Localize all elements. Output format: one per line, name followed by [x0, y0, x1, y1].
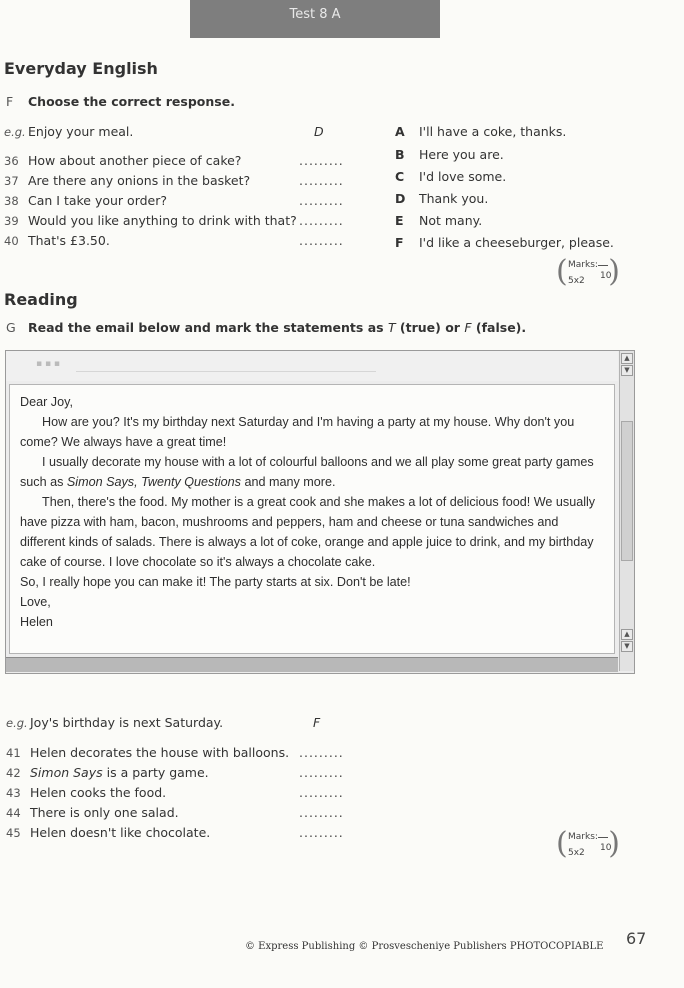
marks-score-blank[interactable] — [598, 837, 608, 838]
response-text: I'd love some. — [419, 169, 507, 184]
answer-blank[interactable]: ......... — [299, 173, 344, 188]
example-row — [4, 124, 133, 139]
email-scrollbar[interactable] — [619, 351, 634, 671]
email-text: and many more. — [240, 475, 336, 489]
marks-label: Marks: — [568, 832, 598, 842]
test-title: Test 8 A — [289, 7, 341, 22]
page-number: 67 — [626, 929, 647, 948]
email-toolbar — [6, 351, 618, 381]
statement-game-name: Simon Says — [30, 765, 103, 780]
question-num: 38 — [4, 194, 19, 208]
photocopiable-label: PHOTOCOPIABLE — [509, 941, 604, 952]
response-option — [395, 235, 614, 250]
question-row — [4, 233, 110, 248]
example-row — [6, 715, 223, 730]
question-row — [4, 173, 250, 188]
email-game-names: Simon Says, Twenty Questions — [66, 475, 241, 489]
email-closing: Love, — [20, 595, 51, 609]
bracket-right: ) — [608, 254, 620, 289]
scroll-up-icon[interactable]: ▲ — [621, 629, 633, 640]
marks-label: Marks: — [568, 260, 598, 270]
task-letter: F — [6, 94, 14, 109]
instruction-text: Read the email below and mark the statements as — [28, 320, 388, 335]
email-text: I usually decorate my house with a lot of colourful balloons and we all play some great party games such as — [20, 455, 594, 489]
answer-blank[interactable]: ......... — [299, 805, 344, 820]
scroll-up-icon[interactable]: ▲ — [621, 353, 633, 364]
answer-blank[interactable]: ......... — [299, 233, 344, 248]
answer-blank[interactable]: ......... — [299, 765, 344, 780]
question-num: 37 — [4, 174, 19, 188]
true-letter: T — [387, 320, 396, 335]
answer-blank[interactable]: ......... — [299, 153, 344, 168]
instruction-text: (true) or — [395, 320, 465, 335]
question-text: That's £3.50. — [28, 233, 110, 248]
response-text: I'd like a cheeseburger, please. — [419, 235, 614, 250]
copyright-text: © Express Publishing © Prosvescheniye Publishers — [245, 941, 507, 952]
question-num: 40 — [4, 234, 19, 248]
email-window — [5, 350, 635, 674]
statement-text: Helen doesn't like chocolate. — [30, 825, 211, 840]
statement-num: 44 — [6, 806, 21, 820]
email-paragraph: So, I really hope you can make it! The party starts at six. Don't be late! — [20, 575, 411, 589]
answer-blank[interactable]: ......... — [299, 785, 344, 800]
answer-blank[interactable]: ......... — [299, 745, 344, 760]
statement-row — [6, 765, 209, 780]
email-paragraph — [20, 452, 606, 492]
example-answer: D — [314, 124, 324, 139]
marks-score-blank[interactable] — [598, 265, 608, 266]
everyday-english-title: Everyday English — [4, 59, 158, 78]
response-letter: A — [395, 124, 405, 139]
footer-copyright — [245, 941, 603, 952]
response-letter: C — [395, 169, 405, 184]
response-option — [395, 213, 482, 228]
question-row — [4, 193, 167, 208]
response-text: Here you are. — [419, 147, 504, 162]
question-text: Can I take your order? — [28, 193, 168, 208]
statement-row — [6, 805, 179, 820]
question-num: 39 — [4, 214, 19, 228]
bracket-left: ( — [556, 254, 568, 289]
marks-box — [556, 828, 620, 862]
example-num: e.g. — [4, 125, 26, 139]
response-option — [395, 191, 488, 206]
email-paragraph: How are you? It's my birthday next Saturday and I'm having a party at my house. Why don't you come? We always have a great time! — [20, 415, 575, 449]
question-text: Are there any onions in the basket? — [28, 173, 251, 188]
answer-blank[interactable]: ......... — [299, 193, 344, 208]
address-line — [76, 371, 376, 372]
statement-num: 42 — [6, 766, 21, 780]
question-row — [4, 213, 297, 228]
statement-row — [6, 785, 166, 800]
statement-row — [6, 825, 210, 840]
email-paragraph: Then, there's the food. My mother is a great cook and she makes a lot of delicious food! We usually have pizza with ham, bacon, mushrooms and peppers, ham and cheese or tuna sandwiches and different kinds of salads. There is always a lot of coke, orange and apple juice to drink, and my birthday cake of course. I love chocolate so it's always a chocolate cake. — [20, 495, 596, 569]
marks-factor: 5x2 — [568, 848, 585, 858]
marks-box — [556, 256, 620, 290]
response-letter: F — [395, 235, 404, 250]
false-letter: F — [464, 320, 472, 335]
example-text: Enjoy your meal. — [28, 124, 134, 139]
bracket-left: ( — [556, 826, 568, 861]
instruction-text: Choose the correct response. — [28, 94, 235, 109]
bracket-right: ) — [608, 826, 620, 861]
email-body — [9, 384, 615, 654]
response-option — [395, 124, 566, 139]
statement-text: Helen cooks the food. — [30, 785, 167, 800]
scroll-thumb[interactable] — [621, 421, 633, 561]
response-letter: B — [395, 147, 405, 162]
toolbar-glyph: ▪ ▪ ▪ — [36, 359, 61, 369]
question-row — [4, 153, 241, 168]
task-g-instruction — [6, 320, 526, 335]
marks-total: 10 — [600, 843, 612, 853]
answer-blank[interactable]: ......... — [299, 213, 344, 228]
response-text: Not many. — [419, 213, 483, 228]
statement-text: There is only one salad. — [30, 805, 179, 820]
marks-factor: 5x2 — [568, 276, 585, 286]
task-letter: G — [6, 320, 16, 335]
reading-title: Reading — [4, 290, 78, 309]
example-answer: F — [313, 715, 321, 730]
scroll-down-icon[interactable]: ▼ — [621, 641, 633, 652]
statement-text: is a party game. — [102, 765, 209, 780]
scroll-down-icon[interactable]: ▼ — [621, 365, 633, 376]
statement-num: 45 — [6, 826, 21, 840]
statement-text: Helen decorates the house with balloons. — [30, 745, 290, 760]
response-letter: D — [395, 191, 406, 206]
example-text: Joy's birthday is next Saturday. — [30, 715, 224, 730]
response-letter: E — [395, 213, 404, 228]
answer-blank[interactable]: ......... — [299, 825, 344, 840]
test-header — [190, 0, 440, 38]
email-greeting: Dear Joy, — [20, 395, 73, 409]
email-status-bar — [6, 657, 618, 672]
marks-total: 10 — [600, 271, 612, 281]
response-text: Thank you. — [419, 191, 489, 206]
statement-num: 41 — [6, 746, 21, 760]
question-text: Would you like anything to drink with that? — [28, 213, 297, 228]
example-num: e.g. — [6, 716, 28, 730]
response-option — [395, 169, 506, 184]
question-num: 36 — [4, 154, 19, 168]
instruction-text: (false). — [471, 320, 527, 335]
email-signature: Helen — [20, 615, 53, 629]
statement-row — [6, 745, 289, 760]
question-text: How about another piece of cake? — [28, 153, 242, 168]
response-text: I'll have a coke, thanks. — [419, 124, 567, 139]
statement-num: 43 — [6, 786, 21, 800]
task-f-instruction — [6, 94, 235, 109]
response-option — [395, 147, 504, 162]
